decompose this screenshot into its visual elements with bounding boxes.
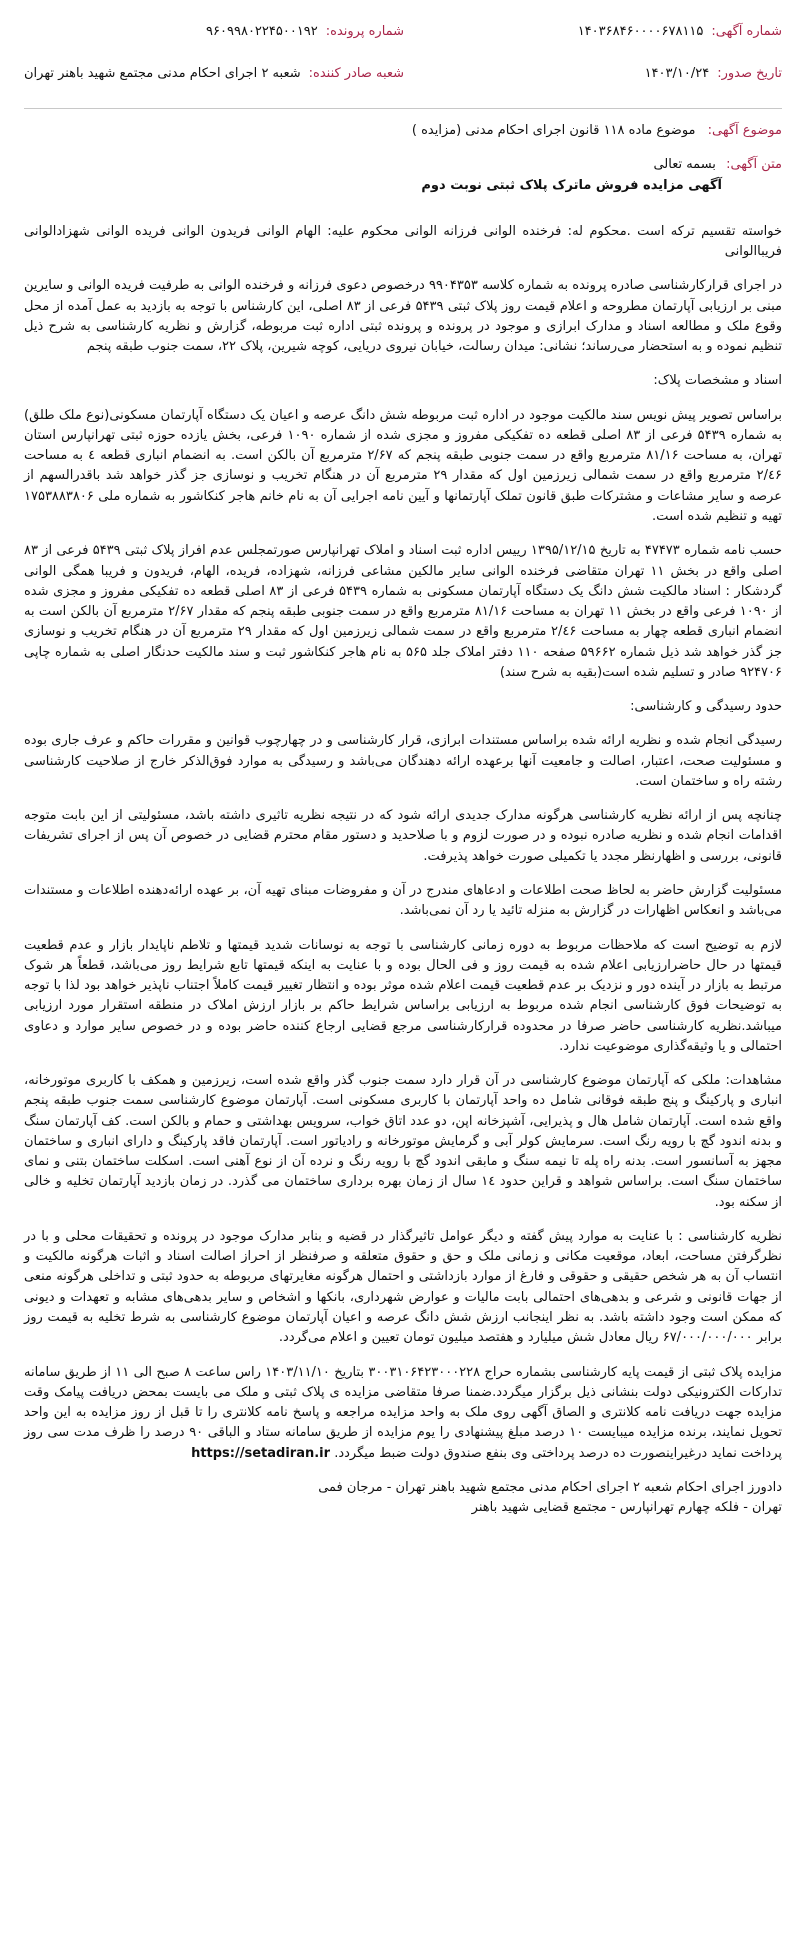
issuer: شعبه ۲ اجرای احکام مدنی مجتمع شهید باهنر تهران [24, 66, 301, 81]
docs-paragraph-1: براساس تصویر پیش نویس سند مالکیت موجود در اداره ثبت مربوطه شش دانگ عرصه و اعیان یک دستگاه آپارتمان مسکونی(نوع ملک طلق) به شماره ۵۴۳۹ فرعی از ۸۳ اصلی قطعه ده تفکیکی مفروز و مجزی شده از شماره ۱۰۹۰ فرعی، بخش یازده حوزه ثبتی تهرانپارس استان تهران، به مساحت ۸۱/۱۶ مترمربع واقع در سمت جنوبی طبقه پنجم که ۲/۶۷ مترمربع آن بالکن است. به انضمام انباری قطعه ٤ به مساحت ۲/٤۶ مترمربع واقع در سمت شمالی زیرزمین اول که مقدار ۲۹ مترمربع آن در هنگام تخریب و نوسازی جز گذر خواهد شد باقدرالسهم از عرصه و سایر مشاعات و مشترکات طبق قانون تملک آپارتمانها و آیین نامه اجرایی آن به نام خانم هاجر کنکاشور به شماره ملی ۱۷۵۳۸۸۳۸۰۶ تهیه و تنظیم شده است. [24, 407, 783, 524]
opinion-paragraph: نظریه کارشناسی : با عنایت به موارد پیش گفته و دیگر عوامل تاثیرگذار در قضیه و بنابر مدارک موجود در پرونده و تحقیقات محلی و با در نظرگرفتن مساحت، ابعاد، موقعیت مکانی و زمانی ملک و حق و حقوق متعلقه و صرفنظر از احراز اصالت اسناد و اثبات هرگونه مالکیت و انتساب آن به هر شخص حقیقی و حقوقی و فارغ از موارد بازداشتی و احتمال هرگونه مغایرتهای مربوطه به حدود ثبتی و تداخلی هرگونه منعی از جهات قانونی و شرعی و بدهی‌های احتمالی بابت مالیات و عوارض شهرداری، بانکها و اشخاص و سایر بدهی‌های مشابه و تعهدات و دیونی که ممکن است وجود داشته باشد. به نظر اینجانب ارزش شش دانگ عرصه و اعیان آپارتمان موضوع کارشناسی به شرط تخلیه به قیمت روز برابر ۶۷/۰۰۰/۰۰۰/۰۰۰ ریال معادل شش میلیارد و هفتصد میلیون تومان تعیین و اعلام می‌گردد. [24, 1228, 782, 1346]
body-label: متن آگهی: [726, 157, 782, 173]
header-right-column [578, 22, 782, 94]
issue-date-row [578, 64, 782, 94]
body-heading-row [24, 155, 782, 175]
case-number: ۹۶۰۹۹۸۰۲۲۴۵۰۰۱۹۲ [206, 24, 318, 39]
ad-number-row [578, 22, 782, 52]
docs-heading: اسناد و مشخصات پلاک: [653, 373, 782, 389]
intro-paragraph: در اجرای قرارکارشناسی صادره پرونده به شماره کلاسه ۹۹۰۴۳۵۳ درخصوص دعوی فرزانه و فرخنده الوانی به طرفیت فریده الوانی و سایرین مبنی بر ارزیابی آپارتمان مطروحه و اعلام قیمت روز پلاک ثبتی ۵۴۳۹ فرعی از ۸۳ اصلی، این کارشناس با توجه به بازدید به عمل آمده از محل وقوع ملک و مطالعه اسناد و مدارک ابرازی و موجود در پرونده و پرونده ثبتی اداره ثبت مربوطه، گزارش و نظریه کارشناسی به شرح ذیل تنظیم نموده و به استحضار می‌رساند؛ نشانی: میدان رسالت، خیابان نیروی دریایی، کوچه شیرین، پلاک ۲۲، سمت جنوب طبقه پنجم [24, 278, 782, 355]
auction-text: مزایده پلاک ثبتی از قیمت پایه کارشناسی بشماره حراج ۳۰۰۳۱۰۶۴۲۳۰۰۰۲۲۸ بتاریخ ۱۴۰۳/۱۱/۱۰ راس ساعت ۸ صبح الی ۱۱ از طریق سامانه تدارکات الکترونیکی دولت بنشانی ذیل برگزار میگردد.ضمنا صرفا متقاضی مزایده ی پلاک ثبتی و ملک می بایست بمحض دریافت پیامک وقت مزایده جهت دریافت نامه کلانتری و الصاق آگهی روی ملک به واحد مزایده مراجعه و پاسخ نامه کلانتری را تا قبل از روز مزایده به این واحد تحویل نمایند، برنده مزایده میبایست ۱۰ درصد مبلغ پیشنهادی را یوم مزایده از طریق سامانه ستاد و الباقی ۹۰ درصد را ظرف مدت سی روز پرداخت نماید درغیراینصورت ده درصد پرداختی وی بنفع صندوق دولت ضبط میگردد. [24, 1364, 783, 1461]
topic-value: موضوع ماده ۱۱۸ قانون اجرای احکام مدنی (مزایده ) [411, 123, 696, 138]
case-number-label: شماره پرونده: [325, 24, 405, 39]
issuer-row [24, 64, 404, 94]
docs-paragraph-2: حسب نامه شماره ۴۷۴۷۳ به تاریخ ۱۳۹۵/۱۲/۱۵ رییس اداره ثبت اسناد و املاک تهرانپارس صورتمجلس عدم افراز پلاک ثبتی ۵۴۳۹ فرعی از ۸۳ اصلی واقع در بخش ۱۱ تهران متقاضی فرخنده الوانی سایر مالکین مشاعی فرزانه، شهزاده، فریده، الهام، فریدون و فریبا همگی الوانی گردشکار : اسناد مالکیت شش دانگ یک دستگاه آپارتمان مسکونی به شماره ۵۴۳۹ فرعی از ۸۳ اصلی قطعه ده تفکیکی مفروز و مجزی شده از ۱۰۹۰ فرعی واقع در بخش ۱۱ تهران به مساحت ۸۱/۱۶ مترمربع واقع در سمت جنوبی طبقه پنجم که مقدار ۲/۶۷ مترمربع آن بالکن است به انضمام انباری قطعه چهار به مساحت ۲/٤۶ مترمربع واقع در سمت شمالی زیرزمین اول که مقدار ۲۹ مترمربع آن در هنگام تخریب و نوسازی جز گذر خواهد شد ذیل شماره ۵۹۶۶۲ صفحه ۱۱۰ دفتر املاک جلد ۵۶۵ به نام هاجر کنکاشور ثبت و سند مالکیت حدنگار اصلی به شماره چاپی ۹۲۴۷۰۶ صادر و تسلیم شده است(بقیه به شرح سند) [24, 543, 783, 680]
notice-topic [24, 121, 782, 141]
issuer-label: شعبه صادر کننده: [308, 66, 405, 81]
topic-label: موضوع آگهی: [707, 123, 782, 138]
auction-paragraph [24, 1363, 782, 1464]
limits-paragraph-3: مسئولیت گزارش حاضر به لحاظ صحت اطلاعات و ادعاهای مندرج در آن و مفروضات مبنای تهیه آن، بر عهده ارائه‌دهنده اطلاعات و مستندات می‌باشد و انعکاس اظهارات در گزارش به منزله تائید یا رد آن نمی‌باشد. [24, 882, 782, 919]
issue-date: ۱۴۰۳/۱۰/۲۴ [644, 66, 710, 81]
ad-number-label: شماره آگهی: [711, 24, 782, 39]
observations-paragraph: مشاهدات: ملکی که آپارتمان موضوع کارشناسی در آن قرار دارد سمت جنوب گذر واقع شده است، زیرزمین و همکف با کاربری موتورخانه، انباری و پارکینگ و پنج طبقه فوقانی شامل ده واحد آپارتمان با کاربری مسکونی است. آپارتمان موضوع کارشناسی سمت جنوب طبقه پنجم واقع شده است. آپارتمان شامل هال و پذیرایی، آشپزخانه اپن، دو عدد اتاق خواب، سرویس بهداشتی و حمام و بالکن است. کف آپارتمان سنگ و بدنه اندود گچ با رویه رنگ است. سرمایش کولر آبی و گرمایش موتورخانه و رادیاتور است. آپارتمان فاقد پارکینگ و دارای انباری و ساختمان مجهز به آسانسور است. بدنه راه پله تا نیمه سنگ و مابقی اندود گچ با رویه رنگ و نرده آن از نوع آهنی است. اسکلت ساختمان بتنی و نمای ساختمان سنگ است. براساس شواهد و قراین حدود ۱٤ سال از زمان بهره برداری ساختمان می گذرد. در زمان بازدید آپارتمان تخلیه و خالی از سکنه بود. [24, 1073, 782, 1210]
header-left-column [24, 22, 404, 94]
notice-body [24, 155, 782, 1518]
limits-paragraph-4: لازم به توضیح است که ملاحظات مربوط به دوره زمانی کارشناسی با توجه به نوسانات شدید قیمتها و تلاطم ناپایدار بازار و عدم قطعیت قیمتها در حال حاضرارزیابی اعلام شده به قیمت روز و فی الحال بوده و با عنایت به اینکه قیمتها تابع شرایط روز می‌باشد، قطعاً هر شوک مرتبط به بازار در آینده دور و نزدیک بر عدم قطعیت قیمت اعلام شده موثر بوده و انتظار تغییر قیمت کاملاً اجتناب ناپذیر خواهد بود لذا با توجه به توضیحات فوق کارشناسی انجام شده مربوط به ارزیابی براساس شرایط حاکم بر بازار ارزش املاک در منطقه استقرار مورد ارزیابی میباشد.نظریه کارشناسی حاضر صرفا در محدوده قرارکارشناسی مرجع قضایی ارجاع کننده حاضر بوده و در خصوص سایر موارد و دعاوی احتمالی و یا وثیقه‌گذاری موضوعیت ندارد. [24, 937, 782, 1054]
body-heading1: بسمه تعالی [653, 157, 716, 173]
limits-paragraph-1: رسیدگی انجام شده و نظریه ارائه شده براساس مستندات ابرازی، قرار کارشناسی و در چهارچوب قوانین و مقررات حاکم و عرف جاری بوده و مسئولیت صحت، اعتبار، اصالت و جامعیت آنها برعهده ارائه دهندگان می‌باشد و رسیدگی به موارد فوق‌الذکر خارج از صلاحیت کارشناسی رشته راه و ساختمان است. [24, 733, 782, 789]
body-heading2: آگهی مزایده فروش ماترک پلاک ثبتی نوبت دوم [421, 177, 722, 193]
case-number-row [24, 22, 404, 52]
issue-date-label: تاریخ صدور: [717, 66, 782, 81]
signer: دادورز اجرای احکام شعبه ۲ اجرای احکام مدنی مجتمع شهید باهنر تهران - مرجان فمی [318, 1479, 782, 1495]
limits-heading: حدود رسیدگی و کارشناسی: [630, 699, 782, 715]
notice-header [24, 22, 782, 94]
parties-paragraph: خواسته تقسیم ترکه است .محکوم له: فرخنده الوانی فرزانه الوانی محکوم علیه: الهام الوانی فریدون الوانی فریده الوانی شهزادالوانی فریباالوانی [24, 223, 782, 260]
header-divider [24, 108, 782, 109]
auction-link[interactable]: https://setadiran.ir [191, 1445, 331, 1461]
limits-paragraph-2: چنانچه پس از ارائه نظریه کارشناسی هرگونه مدارک جدیدی ارائه شود که در نتیجه نظریه تاثیری داشته باشد، مسئولیتی از این بابت متوجه اقدامات انجام شده و نظریه صادره نبوده و در صورت لزوم و با صلاحدید و دستور مقام محترم قضایی در خصوص آن پس از اجرای تشریفات قانونی، بررسی و اظهارنظر مجدد یا تکمیلی صورت خواهد پذیرفت. [24, 808, 782, 864]
address: تهران - فلکه چهارم تهرانپارس - مجتمع قضایی شهید باهنر [471, 1500, 782, 1516]
signature-block [24, 1478, 782, 1519]
ad-number: ۱۴۰۳۶۸۴۶۰۰۰۰۶۷۸۱۱۵ [577, 24, 704, 39]
